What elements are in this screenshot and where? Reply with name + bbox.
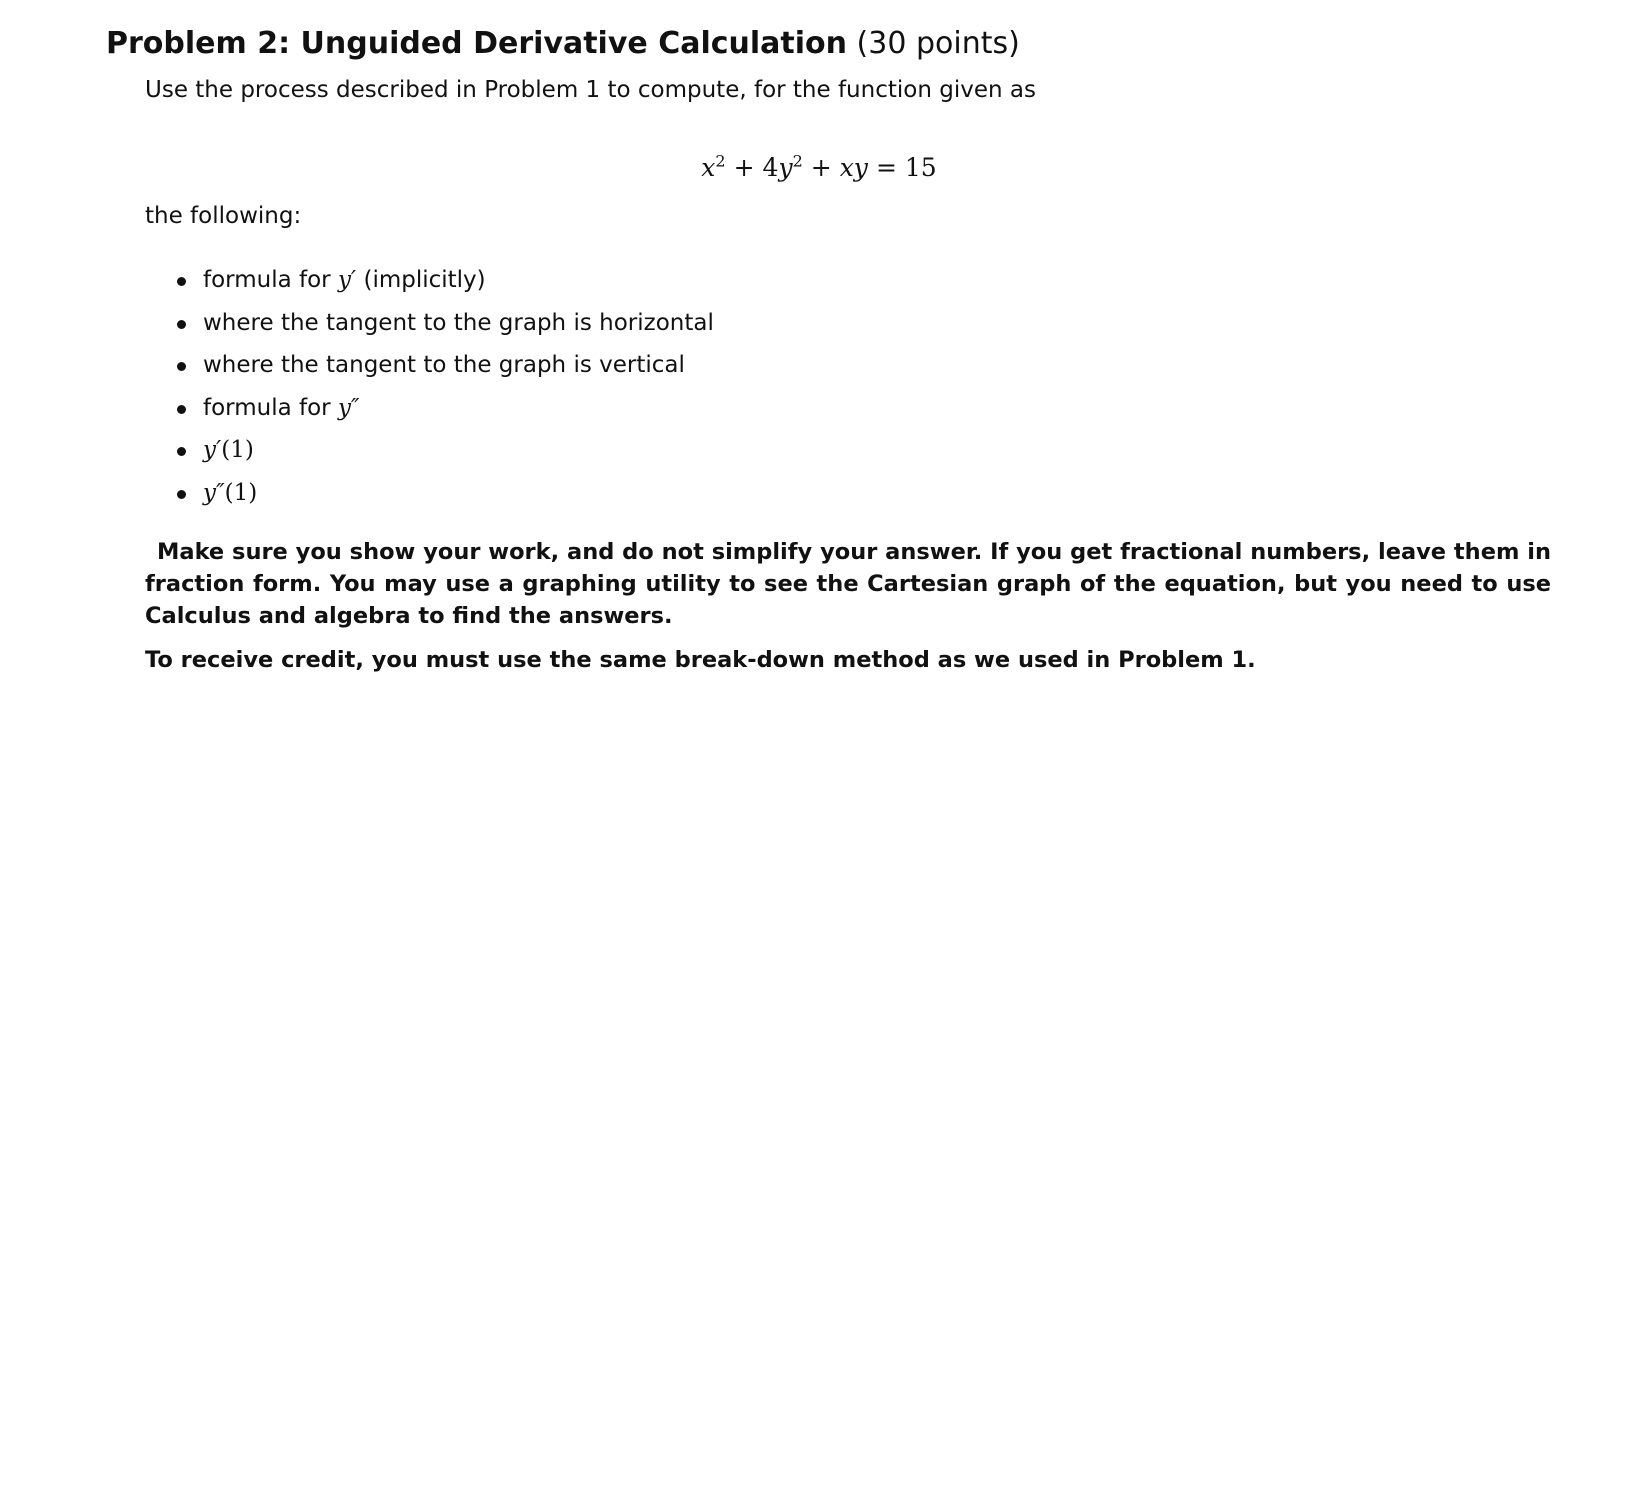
list-item (145, 392, 714, 435)
equation-plus-2: + (810, 153, 832, 182)
problem-points: (30 points) (856, 26, 1020, 61)
equation-x: x (701, 153, 716, 182)
following-text: the following: (145, 203, 302, 229)
equation-exponent-1: 2 (715, 151, 726, 171)
bullet-icon (177, 277, 186, 286)
equation-xy: xy (839, 153, 868, 182)
problem-heading (106, 22, 1020, 66)
list-item-math: y′ (337, 267, 357, 293)
list-item (145, 434, 714, 477)
bullet-icon (177, 320, 186, 329)
equation-y: y (778, 153, 793, 182)
list-item (145, 264, 714, 307)
list-item-text: where the tangent to the graph is horizontal (203, 309, 714, 336)
list-item (145, 349, 714, 392)
instructions-paragraph: Make sure you show your work, and do not simplify your answer. If you get fractional numbers, leave them in fraction form. You may use a graphing utility to see the Cartesian graph of the equation, but you need to use Calculus and algebra to find the answers. (145, 539, 1551, 629)
list-item-text: where the tangent to the graph is vertical (203, 352, 685, 378)
problem-title: Problem 2: Unguided Derivative Calculation (106, 26, 847, 61)
bullet-icon (177, 490, 186, 499)
equation-rhs: 15 (904, 153, 937, 182)
list-item-suffix: (1) (221, 437, 254, 463)
bullet-icon (177, 405, 186, 414)
list-item-suffix: (1) (224, 479, 258, 506)
list-item-text: formula for (203, 394, 338, 421)
intro-text: Use the process described in Problem 1 to compute, for the function given as (145, 77, 1036, 103)
list-item-text: formula for (203, 267, 338, 293)
bullet-icon (177, 447, 186, 456)
equation-coefficient: 4 (762, 153, 779, 182)
list-item-math: y″ (203, 479, 225, 506)
equation-plus-1: + (733, 153, 755, 182)
list-item-math: y′ (203, 437, 222, 463)
list-item (145, 477, 714, 520)
list-item-suffix: (implicitly) (356, 267, 486, 293)
requirements-list (145, 264, 714, 519)
list-item (145, 307, 714, 350)
credit-paragraph: To receive credit, you must use the same break-down method as we used in Problem 1. (145, 647, 1256, 673)
equation-equals: = (875, 153, 897, 182)
equation (0, 150, 1638, 186)
list-item-math: y″ (337, 394, 360, 421)
bullet-icon (177, 362, 186, 371)
equation-exponent-2: 2 (792, 151, 803, 171)
